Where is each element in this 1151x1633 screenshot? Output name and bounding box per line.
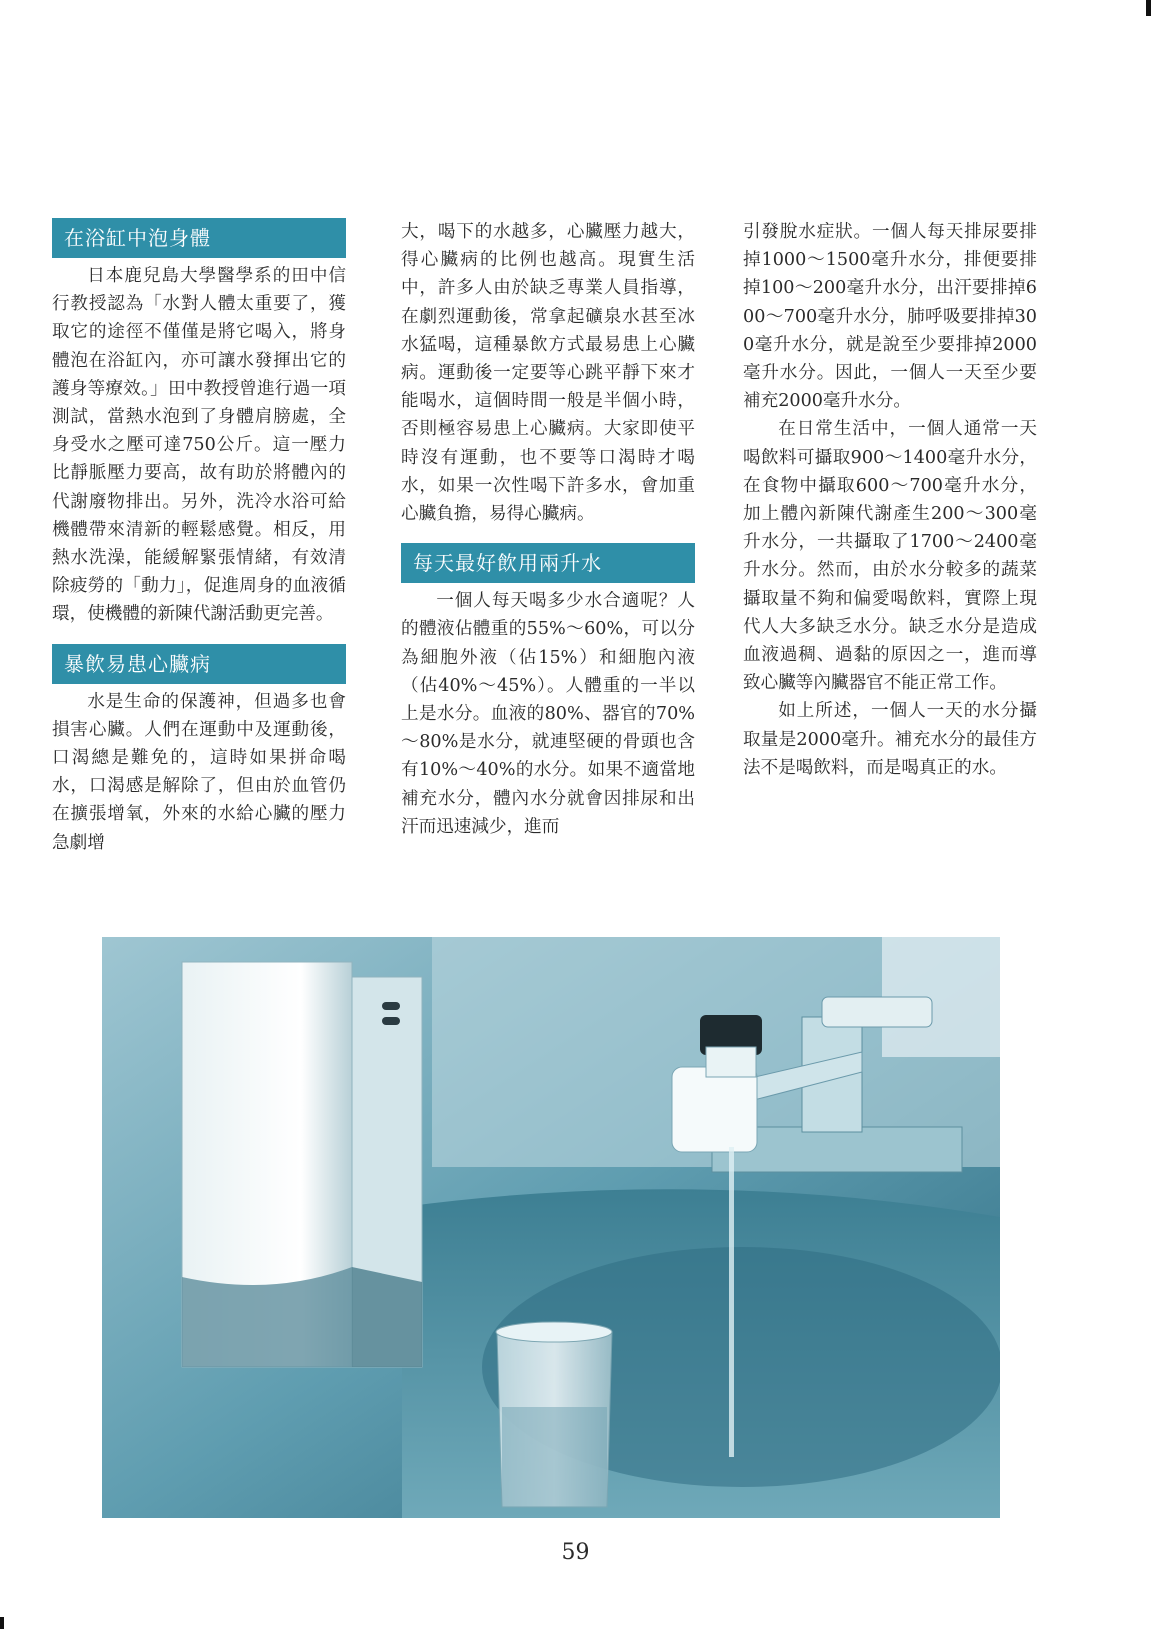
section-heading-bath: 在浴缸中泡身體 xyxy=(52,218,346,258)
section-heading-heart: 暴飲易患心臟病 xyxy=(52,644,346,684)
water-paragraph-conclusion: 如上所述，一個人一天的水分攝取量是2000毫升。補充水分的最佳方法不是喝飲料，而是喝真正的水。 xyxy=(743,701,1037,778)
bath-paragraph: 日本鹿兒島大學醫學系的田中信行教授認為「水對人體太重要了，獲取它的途徑不僅僅是將它喝入，將身體泡在浴缸內，亦可讓水發揮出它的護身等療效。」田中教授曾進行過一項測試，當熱水泡到了身體肩膀處，全身受水之壓可達750公斤。這一壓力比靜脈壓力要高，故有助於將體內的代謝廢物排出。另外，洗冷水浴可給機體帶來清新的輕鬆感覺。相反，用熱水洗澡，能緩解緊張情緒，有效清除疲勞的「動力」，促進周身的血液循環，使機體的新陳代謝活動更完善。 xyxy=(52,266,346,625)
page-number: 59 xyxy=(561,1540,590,1565)
column-2 xyxy=(401,218,695,841)
column-1 xyxy=(52,218,346,857)
water-paragraph-intake: 在日常生活中，一個人通常一天喝飲料可攝取900～1400毫升水分，在食物中攝取600～700毫升水分，加上體內新陳代謝產生200～300毫升水分，一共攝取了1700～2400毫升水分。然而，由於水分較多的蔬菜攝取量不夠和偏愛喝飲料，實際上現代人大多缺乏水分。缺乏水分是造成血液過稠、過黏的原因之一，進而導致心臟等內臟器官不能正常工作。 xyxy=(743,419,1037,694)
column-3 xyxy=(743,218,1037,782)
water-purifier-photo xyxy=(102,937,1000,1518)
heart-paragraph-part1: 水是生命的保護神，但過多也會損害心臟。人們在運動中及運動後，口渴總是難免的，這時如果拼命喝水，口渴感是解除了，但由於血管仍在擴張增氧，外來的水給心臟的壓力急劇增 xyxy=(52,691,346,853)
water-paragraph-part2: 引發脫水症狀。一個人每天排尿要排掉1000～1500毫升水分，排便要排掉100～200毫升水分，出汗要排掉600～700毫升水分，肺呼吸要排掉300毫升水分，就是說至少要排掉2000毫升水分。因此，一個人一天至少要補充2000毫升水分。 xyxy=(743,222,1037,412)
heart-paragraph-part2: 大，喝下的水越多，心臟壓力越大，得心臟病的比例也越高。現實生活中，許多人由於缺乏專業人員指導，在劇烈運動後，常拿起礦泉水甚至冰水猛喝，這種暴飲方式最易患上心臟病。運動後一定要等心跳平靜下來才能喝水，這個時間一般是半個小時，否則極容易患上心臟病。大家即使平時沒有運動，也不要等口渴時才喝水，如果一次性喝下許多水，會加重心臟負擔，易得心臟病。 xyxy=(401,222,695,525)
water-paragraph-part1: 一個人每天喝多少水合適呢？人的體液佔體重的55%～60%，可以分為細胞外液（佔15%）和細胞內液（佔40%～45%）。人體重的一半以上是水分。血液的80%、器官的70%～80%是水分，就連堅硬的骨頭也含有10%～40%的水分。如果不適當地補充水分，體內水分就會因排尿和出汗而迅速減少，進而 xyxy=(401,591,695,837)
section-heading-water: 每天最好飲用兩升水 xyxy=(401,543,695,583)
